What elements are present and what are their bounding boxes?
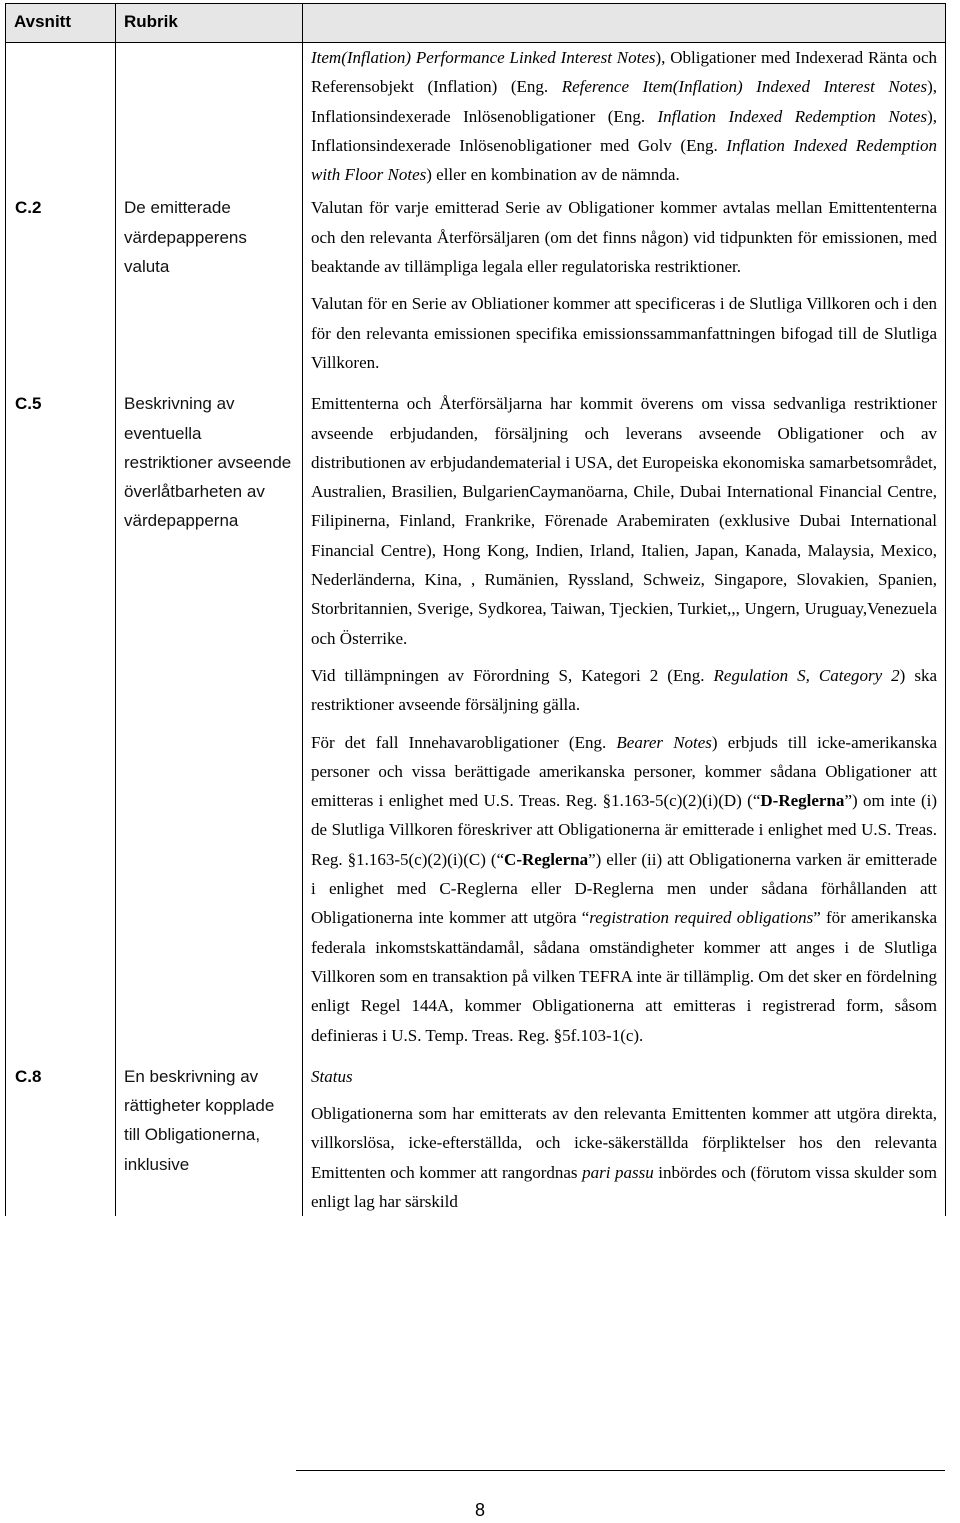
c2-paragraph-1: Valutan för varje emitterad Serie av Obligationer kommer avtalas mellan Emittententerna och den relevanta Återförsäljaren (om det finns någon) vid tidpunkten för emissionen, med beaktande av tillämpliga legala eller regulatoriska restriktioner. [311, 198, 937, 277]
text-run: registration required obligations [589, 908, 814, 928]
section-id-c8: C.8 [6, 1058, 116, 1216]
table-bottom-rule [296, 1470, 945, 1471]
text-run: ”) om inte (i) de Slutliga Villkoren föreskriver att Obligationerna är emitterade i enlighet med U.S. Treas. Reg. §1.163-5(c)(2)(i)(C) (“ [311, 791, 937, 869]
header-section: Avsnitt [6, 4, 116, 43]
heading-c2: De emitterade värdepapperens valuta [116, 189, 303, 385]
header-heading: Rubrik [116, 4, 303, 43]
continuation-heading-cell [116, 43, 303, 190]
text-run: pari passu [582, 1162, 654, 1182]
c5-paragraph-2 [311, 661, 937, 720]
text-run: Item(Inflation) Performance Linked Interest Notes [311, 48, 656, 67]
table-row-c2 [6, 189, 946, 385]
text-run: ) ska restriktioner avseende försäljning gälla. [311, 665, 938, 715]
c8-paragraph-1 [311, 1099, 937, 1216]
text-run: ), Inflationsindexerade Inlösenobligationer (Eng. [311, 77, 937, 126]
table-row-c5 [6, 385, 946, 1058]
text-run: Regulation S, Category 2 [713, 665, 900, 685]
text-run: C-Reglerna [504, 849, 589, 869]
summary-table [5, 3, 946, 1216]
continuation-section-cell [6, 43, 116, 190]
continuation-paragraph [311, 43, 937, 189]
text-run: inbördes och (förutom vissa skulder som enligt lag har särskild [311, 1162, 938, 1211]
content-c8 [303, 1058, 946, 1216]
text-run: Bearer Notes [616, 732, 712, 752]
text-run: Inflation Indexed Redemption Notes [657, 106, 928, 126]
text-run: D-Reglerna [760, 791, 845, 811]
table-header-row [6, 4, 946, 43]
text-run: ” för amerikanska federala inkomstskattändamål, sådana omständigheter kommer att anges i de Slutliga Villkoren som en transaktion på vilken TEFRA inte är tillämplig. Om det sker en fördelning enligt Regel 144A, kommer Obligationerna att emitteras i registrerad form, såsom definieras i U.S. Temp. Treas. Reg. §5f.103-1(c). [311, 908, 937, 1045]
text-run: För det fall Innehavarobligationer (Eng. [311, 732, 617, 752]
section-id-c5: C.5 [6, 385, 116, 1058]
text-run: Reference Item(Inflation) Indexed Interest Notes [561, 77, 928, 97]
c2-paragraph-2: Valutan för en Serie av Obliationer kommer att specificeras i de Slutliga Villkoren och i den för den relevanta emissionen specifika emissionssammanfattningen bifogad till de Slutliga Villkoren. [311, 294, 937, 372]
table-row-continuation [6, 43, 946, 190]
text-run: ) eller en kombination av de nämnda. [426, 165, 680, 185]
table-row-c8 [6, 1058, 946, 1216]
heading-c5: Beskrivning av eventuella restriktioner avseende överlåtbarheten av värdepapperna [116, 385, 303, 1058]
text-run: Obligationerna som har emitterats av den relevanta Emittenten kommer att utgöra direkta, villkorslösa, icke-efterställda, och icke-säkerställda förpliktelser hos den relevanta Emittenten och kommer att rangordnas [311, 1104, 937, 1182]
section-id-c2: C.2 [6, 189, 116, 385]
c5-paragraph-1: Emittenterna och Återförsäljarna har kommit överens om vissa sedvanliga restriktioner avseende erbjudanden, försäljning och leverans avseende Obligationer och av distributionen av erbjudandematerial i USA, det Europeiska ekonomiska samarbetsområdet, Australien, Brasilien, BulgarienCaymanöarna, Chile, Dubai International Financial Centre, Filipinerna, Finland, Frankrike, Förenade Arabemiraten (exklusive Dubai International Financial Centre), Hong Kong, Indien, Irland, Italien, Japan, Kanada, Malaysia, Mexico, Nederländerna, Kina, , Rumänien, Ryssland, Schweiz, Singapore, Slovakien, Spanien, Storbritannien, Sverige, Sydkorea, Taiwan, Tjeckien, Turkiet,,, Ungern, Uruguay,Venezuela och Österrike. [311, 394, 937, 648]
text-run: ) erbjuds till icke-amerikanska personer och vissa berättigade amerikanska personer, kommer sådana Obligationer att emitteras i enlighet med U.S. Treas. Reg. §1.163-5(c)(2)(i)(D) (“ [311, 732, 937, 811]
c8-status-label: Status [311, 1066, 353, 1086]
continuation-content-cell [303, 43, 946, 190]
content-c5 [303, 385, 946, 1058]
text-run: ), Obligationer med Indexerad Ränta och Referensobjekt (Inflation) (Eng. [311, 48, 938, 97]
text-run: Vid tillämpningen av Förordning S, Kategori 2 (Eng. [311, 665, 714, 685]
c5-paragraph-3 [311, 728, 937, 1050]
text-run: ”) eller (ii) att Obligationerna varken är emitterade i enlighet med C-Reglerna eller D-Reglerna men under sådana förhållanden att Obligationerna inte kommer att utgöra “ [311, 849, 938, 928]
page-number: 8 [474, 1500, 485, 1520]
text-run: ), Inflationsindexerade Inlösenobligationer med Golv (Eng. [311, 106, 937, 155]
header-content [303, 4, 946, 43]
text-run: Inflation Indexed Redemption with Floor Notes [311, 135, 937, 185]
content-c2 [303, 189, 946, 385]
heading-c8: En beskrivning av rättigheter kopplade till Obligationerna, inklusive [116, 1058, 303, 1216]
